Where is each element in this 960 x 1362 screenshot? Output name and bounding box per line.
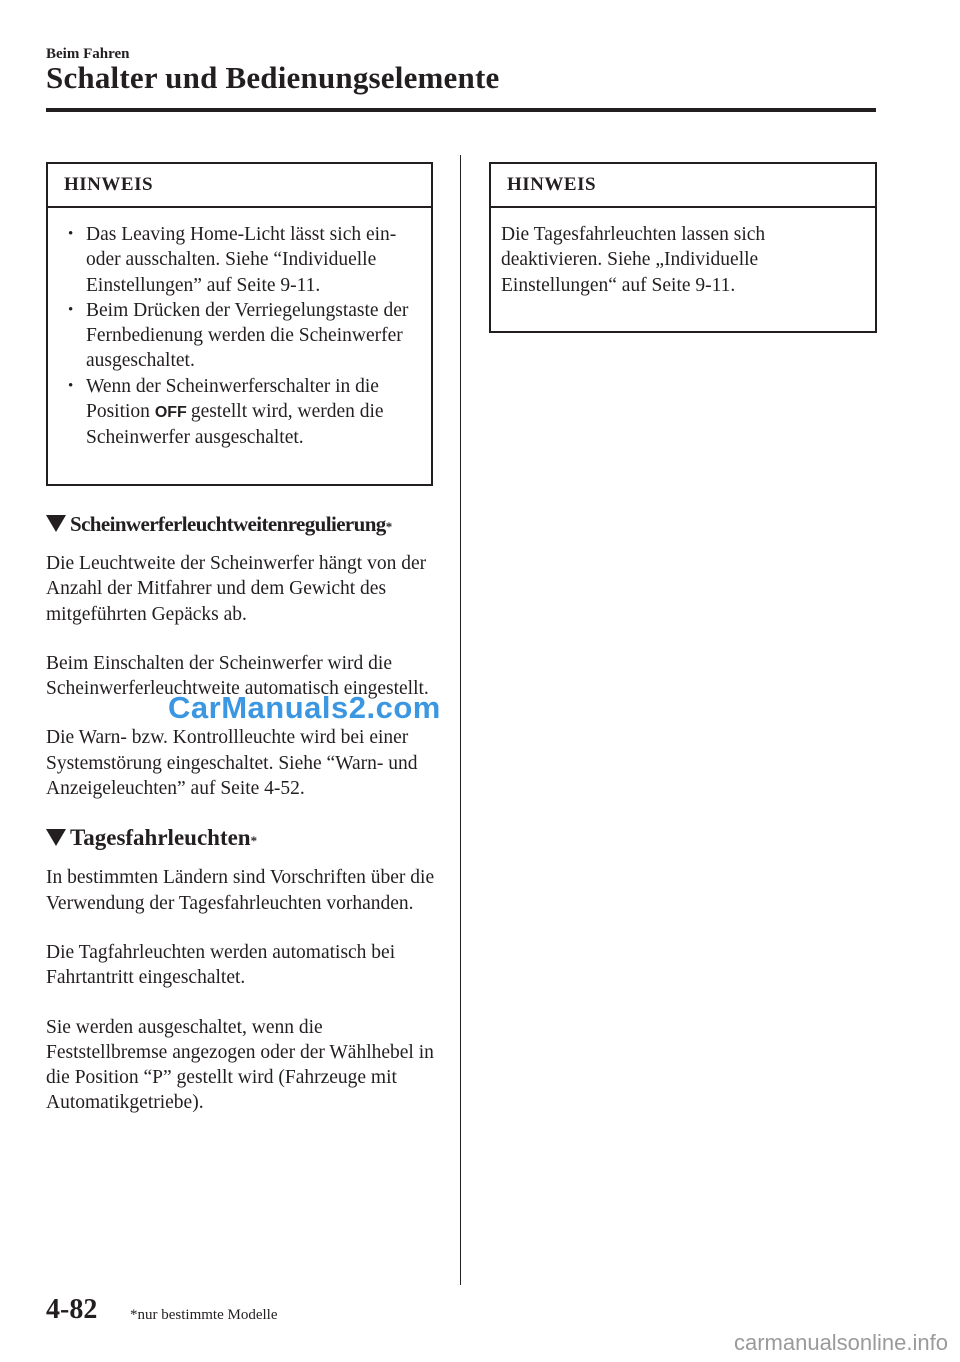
main-column — [46, 512, 446, 1140]
note-box-right — [489, 162, 877, 333]
page-number: 4-82 — [46, 1294, 98, 1325]
note-item-text: gestellt wird, werden die Scheinwerfer ausgeschaltet. — [86, 401, 384, 449]
off-switch-label: OFF — [154, 404, 187, 422]
paragraph: Die Leuchtweite der Scheinwerfer hängt von der Anzahl der Mitfahrer und dem Gewicht des mitgeführten Gepäcks ab. — [46, 553, 427, 625]
section-heading-range: Scheinwerferleuchtweitenregulierung * — [46, 512, 446, 537]
footnote: *nur bestimmte Modelle — [130, 1307, 278, 1323]
watermark-footer: carmanualsonline.info — [733, 1330, 948, 1355]
note-heading: HINWEIS — [48, 164, 431, 208]
note-box-left — [46, 162, 433, 486]
section-label: Beim Fahren — [46, 46, 130, 62]
note-item-text: Wenn der Scheinwerferschalter in die Position — [86, 375, 379, 423]
note-list — [48, 208, 431, 461]
paragraph: Die Tagfahrleuchten werden automatisch bei Fahrtantritt eingeschaltet. — [46, 941, 396, 989]
section-heading-text: Scheinwerferleuchtweitenregulierung — [70, 512, 386, 536]
note-text: Die Tagesfahrleuchten lassen sich deaktivieren. Siehe „Individuelle Einstellungen“ auf Seite 9-11. — [501, 224, 766, 296]
watermark-overlay: CarManuals2.com — [168, 690, 441, 725]
note-item: • Beim Drücken der Verriegelungstaste der Fernbedienung werden die Scheinwerfer ausgeschaltet. — [62, 298, 423, 374]
paragraph: Die Warn- bzw. Kontrollleuchte wird bei einer Systemstörung eingeschaltet. Siehe “Warn- und Anzeigeleuchten” auf Seite 4-52. — [46, 727, 418, 800]
triangle-marker-icon — [46, 515, 66, 532]
paragraph: In bestimmten Ländern sind Vorschriften über die Verwendung der Tagesfahrleuchten vorhanden. — [46, 867, 435, 914]
note-item: • Das Leaving Home-Licht lässt sich ein- oder ausschalten. Siehe “Individuelle Einstellungen” auf Seite 9-11. — [62, 222, 423, 298]
paragraph: Sie werden ausgeschaltet, wenn die Feststellbremse angezogen oder der Wählhebel in die Position “P” gestellt wird (Fahrzeuge mit Automatikgetriebe). — [46, 1016, 434, 1114]
section-heading-text: Tagesfahrleuchten — [70, 825, 251, 851]
column-divider — [460, 155, 461, 1285]
note-item — [62, 374, 423, 451]
page-title: Schalter und Bedienungselemente — [46, 60, 500, 95]
section-heading-drl: Tagesfahrleuchten * — [46, 825, 446, 851]
triangle-marker-icon — [46, 829, 66, 846]
note-heading: HINWEIS — [491, 164, 875, 208]
title-rule — [46, 108, 876, 112]
paragraph: Beim Einschalten der Scheinwerfer wird die Scheinwerferleuchtweite automatisch eingestellt. — [46, 652, 429, 700]
